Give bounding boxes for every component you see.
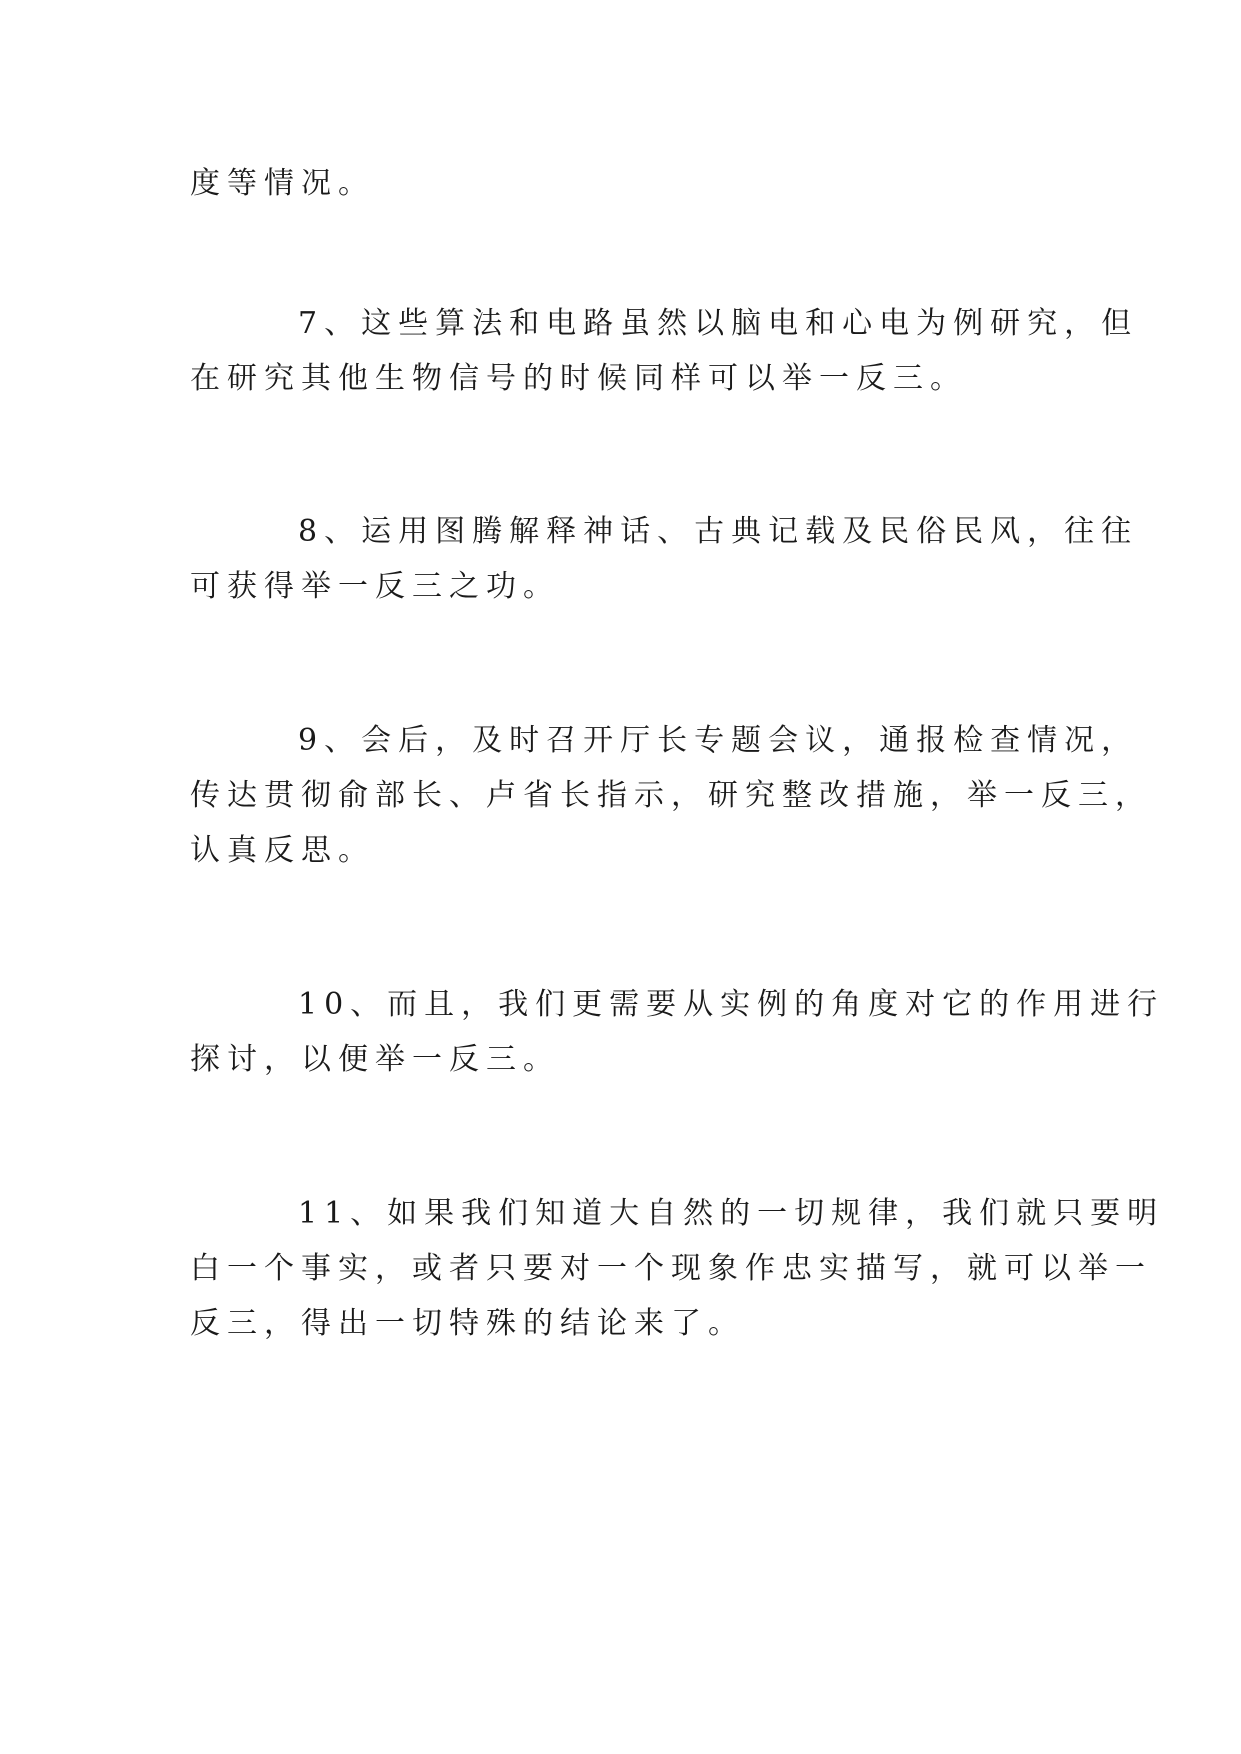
paragraph-9-line-1: 9、会后，及时召开厅长专题会议，通报检查情况， (298, 723, 1139, 758)
paragraph-8-line-2: 可获得举一反三之功。 (190, 569, 560, 604)
paragraph-11-line-1: 11、如果我们知道大自然的一切规律，我们就只要明 (298, 1196, 1165, 1231)
paragraph-8-line-1: 8、运用图腾解释神话、古典记载及民俗民风，往往 (298, 514, 1139, 549)
paragraph-7-line-2: 在研究其他生物信号的时候同样可以举一反三。 (190, 361, 967, 396)
paragraph-11-line-3: 反三，得出一切特殊的结论来了。 (190, 1306, 745, 1341)
paragraph-9-line-3: 认真反思。 (190, 833, 375, 868)
continuation-line-1: 度等情况。 (190, 166, 375, 201)
paragraph-11-line-2: 白一个事实，或者只要对一个现象作忠实描写，就可以举一 (190, 1251, 1152, 1286)
paragraph-7-line-1: 7、这些算法和电路虽然以脑电和心电为例研究，但 (298, 306, 1139, 341)
paragraph-10-line-1: 10、而且，我们更需要从实例的角度对它的作用进行 (298, 987, 1165, 1022)
paragraph-9-line-2: 传达贯彻俞部长、卢省长指示，研究整改措施，举一反三， (190, 778, 1152, 813)
paragraph-10-line-2: 探讨，以便举一反三。 (190, 1042, 560, 1077)
